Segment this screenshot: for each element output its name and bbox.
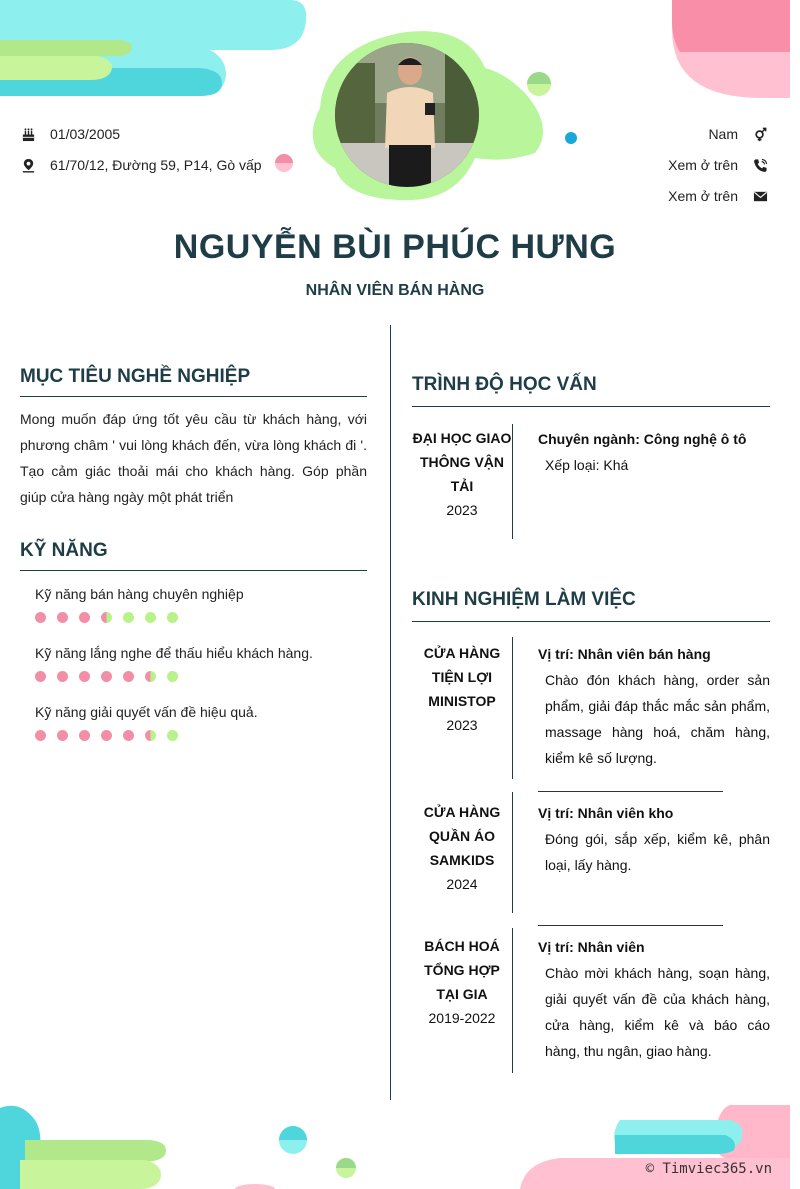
skill-dot <box>57 730 68 741</box>
email-row <box>668 188 768 204</box>
education-underline <box>412 406 770 407</box>
experience-company-block <box>412 641 512 737</box>
experience-company-block <box>412 934 512 1030</box>
column-divider <box>390 325 391 1100</box>
experience-detail-block <box>538 934 770 1064</box>
experience-entry-line <box>512 792 513 913</box>
skill-rating <box>35 612 178 623</box>
top-left-cloud-decoration <box>0 0 310 100</box>
skill-dot <box>145 671 156 682</box>
skill-dot <box>79 612 90 623</box>
skill-dot <box>123 671 134 682</box>
top-right-circle-decoration <box>670 0 800 100</box>
education-school-block <box>412 426 512 522</box>
education-detail-block <box>538 426 770 478</box>
skill-dot <box>101 612 112 623</box>
phone-row <box>668 157 768 173</box>
envelope-icon <box>752 188 768 204</box>
skill-rating <box>35 671 178 682</box>
gender-text: Nam <box>708 126 738 142</box>
skill-dot <box>57 612 68 623</box>
objective-underline <box>20 396 367 397</box>
gender-row <box>708 126 768 142</box>
education-major: Chuyên ngành: Công nghệ ô tô <box>538 431 747 447</box>
company-year: 2019-2022 <box>428 1010 496 1026</box>
skill-dot <box>35 612 46 623</box>
experience-detail-block <box>538 641 770 771</box>
education-heading: TRÌNH ĐỘ HỌC VẤN <box>412 374 597 395</box>
email-text: Xem ở trên <box>668 188 738 204</box>
skill-dot <box>167 671 178 682</box>
company-year: 2023 <box>446 717 478 733</box>
experience-entry-line <box>512 928 513 1073</box>
experience-separator <box>538 791 723 792</box>
skill-name: Kỹ năng lắng nghe để thấu hiểu khách hàng. <box>35 645 313 661</box>
gender-icon <box>752 126 768 142</box>
objective-heading: MỤC TIÊU NGHỀ NGHIỆP <box>20 366 251 387</box>
experience-position: Vị trí: Nhân viên <box>538 939 645 955</box>
birthday-cake-icon <box>20 126 36 142</box>
bottom-left-cloud-decoration <box>0 1100 370 1189</box>
company-name: CỬA HÀNG QUẦN ÁO SAMKIDS <box>423 804 501 868</box>
experience-heading: KINH NGHIỆM LÀM VIỆC <box>412 589 636 610</box>
skill-dot <box>101 671 112 682</box>
skill-dot <box>167 730 178 741</box>
skill-dot <box>35 730 46 741</box>
experience-description: Chào đón khách hàng, order sản phẩm, giải đáp thắc mắc sản phẩm, massage hàng hoá, chăm hàng, kiểm kê số lượng. <box>545 672 770 766</box>
company-name: BÁCH HOÁ TỔNG HỢP TẠI GIA <box>424 938 500 1002</box>
birthday-row <box>20 126 120 142</box>
birthday-text: 01/03/2005 <box>50 126 121 142</box>
skill-name: Kỹ năng giải quyết vấn đề hiệu quả. <box>35 704 258 720</box>
phone-icon <box>752 157 768 173</box>
skill-dot <box>123 612 134 623</box>
experience-description: Đóng gói, sắp xếp, kiểm kê, phân loại, lấy hàng. <box>545 831 770 873</box>
company-name: CỬA HÀNG TIỆN LỢI MINISTOP <box>423 645 501 709</box>
experience-detail-block <box>538 800 770 878</box>
experience-entry-line <box>512 637 513 779</box>
skill-dot <box>167 612 178 623</box>
objective-text: Mong muốn đáp ứng tốt yêu cầu từ khách hàng, với phương châm ' vui lòng khách đến, vừa lòng khách đi '. Tạo cảm giác thoải mái cho khách hàng. Góp phần giúp cửa hàng ngày một phát triển <box>20 411 367 505</box>
skill-dot <box>57 671 68 682</box>
candidate-name: NGUYỄN BÙI PHÚC HƯNG <box>173 228 617 266</box>
education-grade: Xếp loại: Khá <box>545 457 629 473</box>
skills-heading: KỸ NĂNG <box>20 540 108 561</box>
skill-dot <box>35 671 46 682</box>
skill-dot <box>145 612 156 623</box>
avatar <box>332 40 482 190</box>
skill-name: Kỹ năng bán hàng chuyên nghiệp <box>35 586 244 602</box>
school-year: 2023 <box>446 502 478 518</box>
location-pin-icon <box>20 157 36 173</box>
experience-underline <box>412 621 770 622</box>
skill-rating <box>35 730 178 741</box>
experience-description: Chào mời khách hàng, soạn hàng, giải quyết vấn đề của khách hàng, cửa hàng, kiểm kê và báo cáo hàng, thu ngân, giao hàng. <box>545 965 770 1059</box>
skill-dot <box>123 730 134 741</box>
address-text: 61/70/12, Đường 59, P14, Gò vấp <box>50 157 262 173</box>
skills-underline <box>20 570 367 571</box>
school-name: ĐẠI HỌC GIAO THÔNG VẬN TẢI <box>412 430 512 494</box>
small-pink-dot <box>275 154 293 172</box>
company-year: 2024 <box>446 876 478 892</box>
copyright-text: © Timviec365.vn <box>645 1161 772 1177</box>
address-row <box>20 157 262 173</box>
skill-dot <box>79 671 90 682</box>
experience-position: Vị trí: Nhân viên kho <box>538 805 674 821</box>
job-title: NHÂN VIÊN BÁN HÀNG <box>305 282 485 299</box>
experience-company-block <box>412 800 512 896</box>
skill-dot <box>79 730 90 741</box>
phone-text: Xem ở trên <box>668 157 738 173</box>
experience-separator <box>538 925 723 926</box>
education-entry-line <box>512 424 513 539</box>
skill-dot <box>145 730 156 741</box>
skill-dot <box>101 730 112 741</box>
experience-position: Vị trí: Nhân viên bán hàng <box>538 646 711 662</box>
